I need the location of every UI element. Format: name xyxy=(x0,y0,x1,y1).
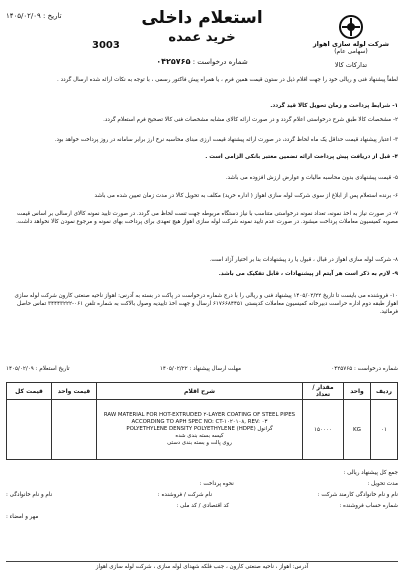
condition-item: ۵- قیمت پیشنهادی بدون محاسبه مالیات و عوارض ارزش افزوده می باشد. xyxy=(225,175,398,181)
table-row xyxy=(7,400,398,460)
buyer-name-label: نام و نام خانوادگی کارمند شرکت : xyxy=(317,492,398,498)
condition-item: ۴- قبل از دریافت پیش پرداخت ارائه تضمین معتبر بانکی الزامی است . xyxy=(205,154,398,160)
seller-name-label: نام شرکت / فروشنده : xyxy=(157,492,213,498)
inquiry-number-value: ۰۴۲۵۷۶۵ xyxy=(156,57,191,66)
desc-line: POLYETHYLENE DENSITY POLYETHYLENE (HDPE) گرانول xyxy=(126,426,273,432)
condition-item: ۶- برنده استعلام پس از ابلاغ از سوی شرکت لوله سازی اهواز ( اداره خرید) مکلف به تحویل کالا در مدت زمان تعیین شده می باشد xyxy=(94,193,398,199)
row-unit-price[interactable] xyxy=(52,400,97,460)
condition-item: ۸- شرکت لوله سازی اهواز در قبال ، قبول یا رد پیشنهادات بنا بر اختیار آزاد است. xyxy=(209,257,398,263)
desc-line: RAW MATERIAL FOR HOT-EXTRUDED ۲-LAYER COATING OF STEEL PIPES xyxy=(103,412,296,418)
row-index: ۰۱ xyxy=(371,400,398,460)
items-table xyxy=(6,382,398,460)
document-code: 3003 xyxy=(92,40,120,51)
condition-item: ۱- شرایط پرداخت و زمان تحویل کالا قید گردد. xyxy=(270,103,398,109)
row-description xyxy=(97,400,303,460)
column-header: ردیف xyxy=(371,383,398,400)
company-address: آدرس: اهواز ، ناحیه صنعتی کارون ، جنب فلکه شهدای لوله سازی ، شرکت لوله سازی اهواز xyxy=(6,561,398,570)
condition-item: ۹- لازم به ذکر است هر آیتم از پیشنهادات ، قابل تفکیک می باشد. xyxy=(218,271,398,277)
intro-paragraph: لطفاً پیشنهاد فنی و ریالی خود را جهت اقلام ذیل در ستون قیمت همین فرم ، یا همراه پیش فاکتور رسمی ، با توجه به نکات ارائه شده ارسال گردد . xyxy=(57,77,398,83)
seller-info-block xyxy=(6,468,398,523)
grand-total-label: جمع کل پیشنهاد ریالی : xyxy=(343,470,398,476)
desc-line: ACCORDING TO APH SPEC NO: CT-۱۰۲۰۱۰۸, REV: ۰۳ xyxy=(131,419,268,425)
form-title: استعلام داخلی xyxy=(141,8,263,28)
table-header-row xyxy=(7,383,398,400)
column-header: شرح اقلام xyxy=(97,383,303,400)
company-name: شرکت لوله سازی اهواز xyxy=(312,40,390,48)
payment-label: نحوه پرداخت : xyxy=(199,481,234,487)
meta-deadline: مهلت ارسال پیشنهاد : ۱۴۰۵/۰۲/۲۲ xyxy=(159,366,241,372)
delivery-label: مدت تحویل : xyxy=(367,481,398,487)
desc-line: کیسه بسته بندی شده xyxy=(175,433,224,439)
meta-date: تاریخ استعلام : ۱۴۰۵/۰۲/۰۹ xyxy=(6,366,70,372)
inquiry-date: تاریخ : ۱۴۰۵/۰۲/۰۹ xyxy=(6,12,62,20)
form-subtitle: خرید عمده xyxy=(168,30,236,45)
condition-item: ۱۰- فروشنده می بایست تا تاریخ ۱۴۰۵/۰۲/۲۲ پیشنهاد فنی و ریالی را با درج شماره درخواست در پاکت در بسته به آدرس: اهواز ناحیه صنعتی کارون شرکت لوله سازی اهواز طبقه دوم اداره حراست دبیرخانه کمیسیون معاملات کدپستی ۶۱۷۶۶۸۴۴۵۱ ارسال و جهت اخذ تاییدیه وصول بالاکت به شماره تلفن ۰۶۱-۳۴۴۴۳۲۲۲ تماس حاصل فرمائید. xyxy=(14,293,398,315)
seller-code-label: کد اقتصادی / کد ملی : xyxy=(176,503,230,509)
seal-label: مهر و امضاء : xyxy=(6,514,39,520)
sig-name-label: نام و نام خانوادگی : xyxy=(6,492,53,498)
condition-item: ۷- در صورت نیاز به اخذ نمونه، تعداد نمونه درخواستی متناسب با نیاز دستگاه مربوطه جهت تست لحاظ می گردد. در صورت تایید نمونه کالای ارسالی بر اساس قیمت مصوبه کمیسیون معاملات پرداخت میشود. در صورت عدم تایید نمونه شرکت لوله سازی اهواز هیچ تعهدی برای پرداخت بهای نمونه و مرجوع نمودن کالا نخواهد داشت. xyxy=(16,211,398,225)
company-logo-icon xyxy=(336,14,366,40)
row-total-price[interactable] xyxy=(7,400,52,460)
company-type: (سهامی عام) xyxy=(334,48,368,55)
column-header: مقدار / تعداد xyxy=(303,383,344,400)
condition-item: ۲- مشخصات کالا طبق شرح درخواستی اعلام گردد و در صورت ارائه کالای مشابه مشخصات فنی کالا تصحیح فرم استعلام گردد. xyxy=(103,117,398,123)
row-quantity: ۱۵۰۰۰۰ xyxy=(303,400,344,460)
inquiry-number-label: شماره درخواست : xyxy=(192,58,248,66)
inquiry-number-line xyxy=(0,57,404,66)
column-header: قیمت واحد xyxy=(52,383,97,400)
row-unit: KG xyxy=(344,400,371,460)
column-header: قیمت کل xyxy=(7,383,52,400)
request-meta-row xyxy=(6,366,398,372)
account-label: شماره حساب فروشنده : xyxy=(339,503,398,509)
column-header: واحد xyxy=(344,383,371,400)
department-name: تدارکات کالا xyxy=(334,61,368,69)
desc-line: روی پالت و بسته بندی دستی xyxy=(167,440,232,446)
meta-request-number: شماره درخواست : ۰۴۲۵۷۶۵ xyxy=(331,366,398,372)
condition-item: ۳- اعتبار پیشنهاد قیمت حداقل یک ماه لحاظ گردد، در صورت ارائه پیشنهاد قیمت ارزی مبنای محاسبه نرخ ارز برابر سامانه در روز پرداخت خواهد بود. xyxy=(54,137,398,143)
